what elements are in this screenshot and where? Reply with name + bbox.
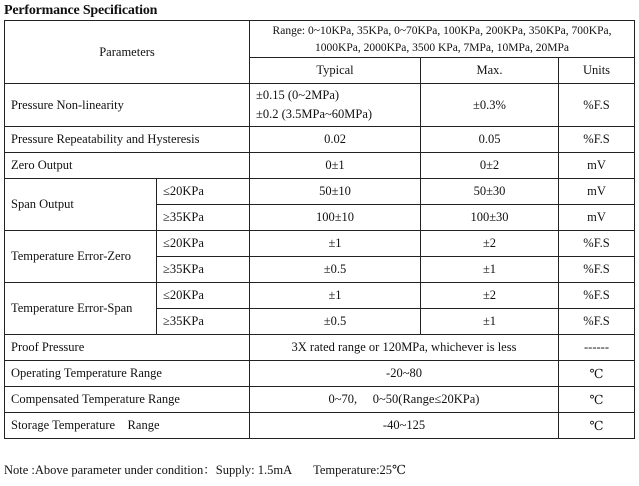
max-cell: ±2	[421, 231, 559, 257]
unit-cell: ℃	[559, 387, 635, 413]
typical-cell: 50±10	[250, 179, 421, 205]
typical-cell: ±0.5	[250, 257, 421, 283]
max-cell: ±2	[421, 283, 559, 309]
table-row	[5, 335, 635, 361]
header-typical: Typical	[250, 58, 421, 84]
row-label: Storage Temperature Range	[5, 413, 250, 439]
condition-cell: ≥35KPa	[157, 257, 250, 283]
row-label: Temperature Error-Zero	[5, 231, 157, 283]
unit-cell: mV	[559, 179, 635, 205]
table-row	[5, 153, 635, 179]
table-row	[5, 361, 635, 387]
condition-cell: ≤20KPa	[157, 283, 250, 309]
header-range: Range: 0~10KPa, 35KPa, 0~70KPa, 100KPa, 200KPa, 350KPa, 700KPa, 1000KPa, 2000KPa, 3500 KPa, 7MPa, 10MPa, 20MPa	[250, 21, 635, 58]
unit-cell: %F.S	[559, 309, 635, 335]
max-cell: 50±30	[421, 179, 559, 205]
condition-cell: ≥35KPa	[157, 309, 250, 335]
unit-cell: ------	[559, 335, 635, 361]
condition-cell: ≥35KPa	[157, 205, 250, 231]
unit-cell: %F.S	[559, 283, 635, 309]
condition-cell: ≤20KPa	[157, 179, 250, 205]
unit-cell: mV	[559, 153, 635, 179]
unit-cell: %F.S	[559, 257, 635, 283]
unit-cell: ℃	[559, 361, 635, 387]
max-cell: 100±30	[421, 205, 559, 231]
value-cell: 0~70, 0~50(Range≤20KPa)	[250, 387, 559, 413]
typical-cell: ±1	[250, 283, 421, 309]
unit-cell: %F.S	[559, 127, 635, 153]
max-cell: ±1	[421, 309, 559, 335]
row-label: Pressure Non-linearity	[5, 84, 250, 127]
typical-line-2: ±0.2 (3.5MPa~60MPa)	[256, 107, 373, 121]
header-max: Max.	[421, 58, 559, 84]
section-title: Performance Specification	[4, 3, 158, 18]
performance-spec-table	[4, 20, 635, 439]
typical-cell: ±0.5	[250, 309, 421, 335]
value-cell: 3X rated range or 120MPa, whichever is less	[250, 335, 559, 361]
row-label: Span Output	[5, 179, 157, 231]
row-label: Zero Output	[5, 153, 250, 179]
table-row	[5, 413, 635, 439]
unit-cell: %F.S	[559, 231, 635, 257]
row-label: Pressure Repeatability and Hysteresis	[5, 127, 250, 153]
table-row	[5, 179, 635, 205]
max-cell: 0±2	[421, 153, 559, 179]
row-label: Temperature Error-Span	[5, 283, 157, 335]
table-row	[5, 231, 635, 257]
row-label: Proof Pressure	[5, 335, 250, 361]
value-cell: -20~80	[250, 361, 559, 387]
table-header-row	[5, 21, 635, 58]
table-row	[5, 84, 635, 127]
max-cell: ±0.3%	[421, 84, 559, 127]
typical-cell: 0.02	[250, 127, 421, 153]
typical-line-1: ±0.15 (0~2MPa)	[256, 88, 340, 102]
table-row	[5, 283, 635, 309]
table-row	[5, 387, 635, 413]
typical-cell: ±1	[250, 231, 421, 257]
footnote: Note :Above parameter under condition：Supply: 1.5mA Temperature:25℃	[4, 463, 407, 477]
max-cell: ±1	[421, 257, 559, 283]
max-cell: 0.05	[421, 127, 559, 153]
value-cell: -40~125	[250, 413, 559, 439]
typical-cell: 0±1	[250, 153, 421, 179]
header-parameters: Parameters	[5, 21, 250, 84]
unit-cell: mV	[559, 205, 635, 231]
unit-cell: ℃	[559, 413, 635, 439]
condition-cell: ≤20KPa	[157, 231, 250, 257]
row-label: Operating Temperature Range	[5, 361, 250, 387]
row-label: Compensated Temperature Range	[5, 387, 250, 413]
unit-cell: %F.S	[559, 84, 635, 127]
typical-cell: 100±10	[250, 205, 421, 231]
table-row	[5, 127, 635, 153]
typical-cell	[250, 84, 421, 127]
header-units: Units	[559, 58, 635, 84]
